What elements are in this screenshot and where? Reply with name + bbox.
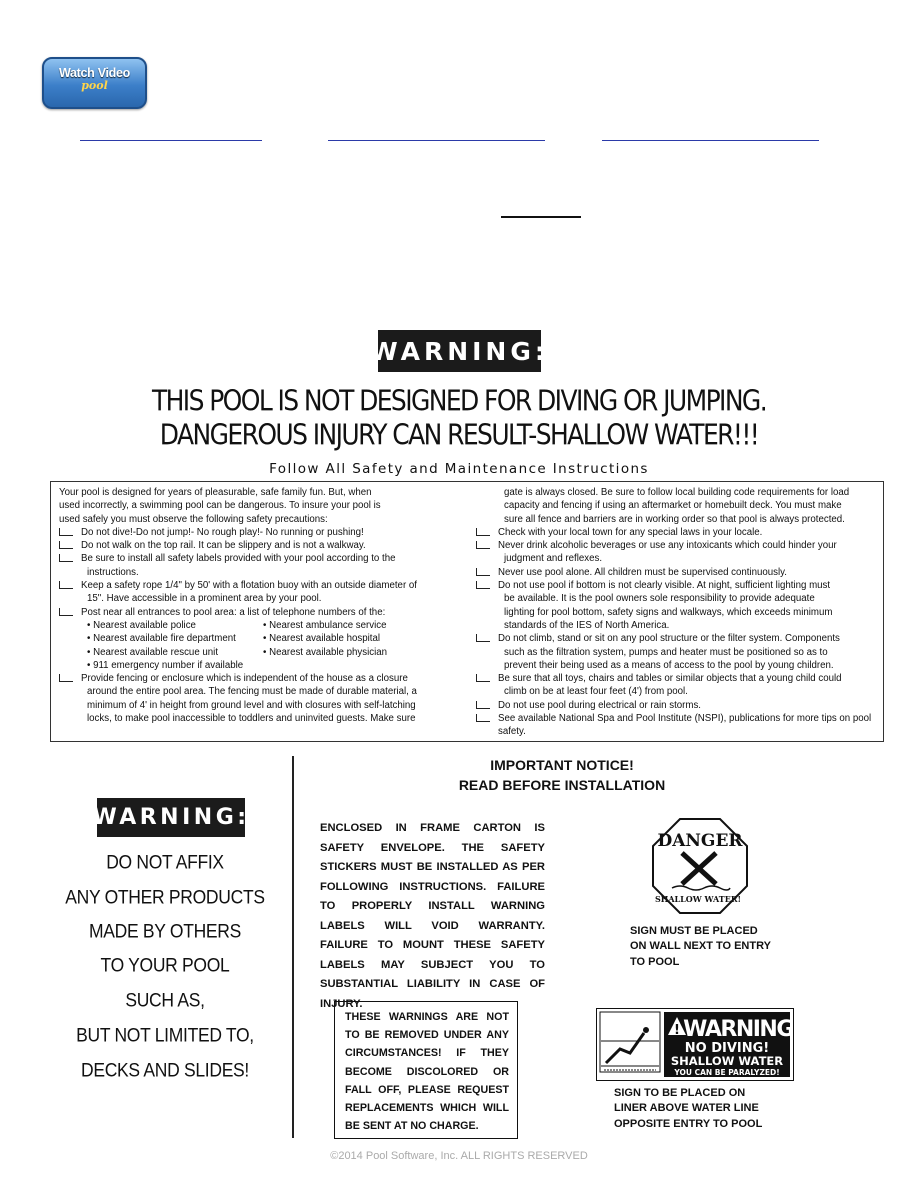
precaution-text: minimum of 4' in height from ground level and with closures with self-latching xyxy=(87,699,416,711)
phone-list-item: • Nearest available fire department xyxy=(87,633,236,645)
warnings-not-removed-box: THESE WARNINGS ARE NOT TO BE REMOVED UNDER ANY CIRCUMSTANCES! IF THEY BECOME DISCOLORED OR FALL OFF, PLEASE REQUEST REPLACEMENTS WHICH WILL BE SENT AT NO CHARGE. xyxy=(334,1001,518,1139)
precaution-text: prevent their being used as a means of access to the pool by young children. xyxy=(504,659,834,671)
checklist-item xyxy=(59,606,439,619)
important-notice-title: IMPORTANT NOTICE! xyxy=(490,757,634,773)
danger-sign-caption xyxy=(630,924,771,970)
affix-warning-line: TO YOUR POOL xyxy=(100,953,230,976)
checklist-item xyxy=(476,566,876,579)
precaution-line xyxy=(476,646,876,659)
checkbox-icon xyxy=(59,608,73,616)
affix-warning-line: BUT NOT LIMITED TO, xyxy=(76,1023,254,1046)
checkbox-icon xyxy=(476,701,490,709)
precaution-text: used incorrectly, a swimming pool can be dangerous. To insure your pool is xyxy=(59,500,381,512)
precaution-line xyxy=(476,513,876,526)
checklist-item xyxy=(59,579,439,592)
no-diving-sign-line3: YOU CAN BE PARALYZED! xyxy=(674,1068,780,1077)
checkbox-icon xyxy=(59,674,73,682)
precaution-text: around the entire pool area. The fencing must be made of durable material, a xyxy=(87,686,417,698)
checklist-item xyxy=(476,539,876,552)
precaution-line xyxy=(476,486,876,499)
checkbox-icon xyxy=(476,541,490,549)
checklist-item xyxy=(59,539,439,552)
precaution-text: locks, to make pool inaccessible to toddlers and uninvited guests. Make sure xyxy=(87,713,416,725)
checklist-item xyxy=(476,632,876,645)
phone-list-item: • Nearest available physician xyxy=(263,646,388,658)
precaution-text: Do not use pool if bottom is not clearly visible. At night, sufficient lighting must xyxy=(498,580,831,592)
precautions-right-column xyxy=(476,486,876,739)
affix-warning-line: ANY OTHER PRODUCTS xyxy=(65,885,265,908)
sign-caption-line: LINER ABOVE WATER LINE xyxy=(614,1102,759,1115)
precaution-text: judgment and reflexes. xyxy=(504,553,603,565)
precaution-line xyxy=(59,566,439,579)
precaution-line xyxy=(59,699,439,712)
checklist-item xyxy=(476,526,876,539)
precaution-line xyxy=(59,659,439,672)
phone-list-item: • Nearest available hospital xyxy=(263,633,381,645)
precaution-line xyxy=(476,619,876,632)
checkbox-icon xyxy=(59,581,73,589)
precaution-text: See available National Spa and Pool Institute (NSPI), publications for more tips on pool safety. xyxy=(498,713,872,738)
precaution-text: • 911 emergency number if available xyxy=(87,659,244,671)
no-diving-sign-icon xyxy=(596,1008,794,1081)
title-rule xyxy=(501,216,581,218)
affix-warning-line: MADE BY OTHERS xyxy=(88,919,242,942)
sign-caption-line: SIGN MUST BE PLACED xyxy=(630,925,758,937)
link-underline-2[interactable] xyxy=(328,140,545,141)
checklist-item xyxy=(476,699,876,712)
phone-list-item: • Nearest available police xyxy=(87,619,196,631)
precaution-text: Be sure to install all safety labels provided with your pool according to the xyxy=(81,553,396,565)
no-diving-sign-warning: WARNING xyxy=(683,1017,793,1042)
precaution-text: Be sure that all toys, chairs and tables or similar objects that a young child could xyxy=(498,673,842,685)
pool-logo: pool xyxy=(81,79,108,92)
sign-caption-line: OPPOSITE ENTRY TO POOL xyxy=(614,1117,763,1130)
precaution-line xyxy=(59,685,439,698)
phone-list-row xyxy=(59,632,439,645)
injury-headline: DANGEROUS INJURY CAN RESULT-SHALLOW WATER!!! xyxy=(159,417,759,452)
danger-sign-title: DANGER xyxy=(657,831,743,851)
sign-caption-line: SIGN TO BE PLACED ON xyxy=(614,1087,746,1099)
precaution-text: Post near all entrances to pool area: a list of telephone numbers of the: xyxy=(81,606,386,618)
checkbox-icon xyxy=(476,674,490,682)
checklist-item xyxy=(476,579,876,592)
checkbox-icon xyxy=(476,581,490,589)
no-diving-sign-line1: NO DIVING! xyxy=(684,1041,770,1056)
precaution-text: used safely you must observe the following safety precautions: xyxy=(59,513,328,525)
affix-warning-banner: WARNING: xyxy=(97,798,245,837)
checklist-item xyxy=(59,672,439,685)
checkbox-icon xyxy=(476,528,490,536)
precaution-text: sure all fence and barriers are in working order so that pool is always protected. xyxy=(504,513,845,525)
precaution-line xyxy=(59,499,439,512)
sign-caption-line: TO POOL xyxy=(630,955,680,968)
precaution-line xyxy=(476,499,876,512)
safety-precautions-box xyxy=(50,481,884,742)
checklist-item xyxy=(476,712,876,739)
affix-warning-line: DO NOT AFFIX xyxy=(106,850,224,873)
checklist-item xyxy=(59,552,439,565)
precaution-text: 15". Have accessible in a prominent area by your pool. xyxy=(87,593,322,605)
precaution-line xyxy=(59,592,439,605)
precaution-text: standards of the IES of North America. xyxy=(504,619,670,631)
phone-list-item: • Nearest ambulance service xyxy=(263,619,387,631)
checkbox-icon xyxy=(59,554,73,562)
svg-text:!: ! xyxy=(674,1023,680,1038)
read-before-installation: READ BEFORE INSTALLATION xyxy=(458,777,666,793)
danger-sign-icon xyxy=(652,818,748,914)
precaution-text: Provide fencing or enclosure which is independent of the house as a closure xyxy=(81,673,408,685)
checkbox-icon xyxy=(476,568,490,576)
precautions-left-column xyxy=(59,486,439,725)
checkbox-icon xyxy=(476,714,490,722)
precaution-text: instructions. xyxy=(87,566,139,578)
precaution-line xyxy=(59,513,439,526)
checkbox-icon xyxy=(476,634,490,642)
precaution-text: capacity and fencing if using an aftermarket or homebuilt deck. You must make xyxy=(504,500,842,512)
precaution-line xyxy=(476,606,876,619)
phone-list-item: • Nearest available rescue unit xyxy=(87,646,219,658)
precaution-line xyxy=(59,486,439,499)
precaution-line xyxy=(476,592,876,605)
precaution-text: Do not use pool during electrical or rain storms. xyxy=(498,699,701,711)
copyright-footer: ©2014 Pool Software, Inc. ALL RIGHTS RESERVED xyxy=(330,1150,588,1162)
checkbox-icon xyxy=(59,528,73,536)
precaution-text: Never use pool alone. All children must be supervised continuously. xyxy=(498,566,787,578)
precaution-text: Do not walk on the top rail. It can be slippery and is not a walkway. xyxy=(81,540,366,552)
enclosed-notice-text: ENCLOSED IN FRAME CARTON IS SAFETY ENVELOPE. THE SAFETY STICKERS MUST BE INSTALLED AS PER FOLLOWING INSTRUCTIONS. FAILURE TO PROPERLY INSTALL WARNING LABELS WILL VOID WARRANTY. FAILURE TO MOUNT THESE SAFETY LABELS MAY SUBJECT YOU TO SUBSTANTIAL LIABILITY IN CASE OF INJURY. xyxy=(320,822,545,1010)
precaution-text: Do not dive!-Do not jump!- No rough play!- No running or pushing! xyxy=(81,526,364,538)
precaution-text: Your pool is designed for years of pleasurable, safe family fun. But, when xyxy=(59,487,372,498)
danger-sign-bottom: SHALLOW WATER! xyxy=(655,894,741,904)
checkbox-icon xyxy=(59,541,73,549)
precaution-text: be available. It is the pool owners sole responsibility to provide adequate xyxy=(504,593,815,605)
checklist-item xyxy=(476,672,876,685)
link-underline-1[interactable] xyxy=(80,140,262,141)
phone-list-row xyxy=(59,619,439,632)
checklist-item xyxy=(59,526,439,539)
warning-banner: WARNING: xyxy=(378,330,541,372)
precaution-text: gate is always closed. Be sure to follow local building code requirements for load xyxy=(504,487,850,498)
affix-warning-line: DECKS AND SLIDES! xyxy=(80,1058,249,1081)
watch-video-button[interactable] xyxy=(42,57,147,109)
precaution-text: Keep a safety rope 1/4" by 50' with a flotation buoy with an outside diameter of xyxy=(81,580,417,592)
watch-video-label: Watch Video xyxy=(58,66,131,80)
section-divider xyxy=(292,756,294,1138)
phone-list-row xyxy=(59,646,439,659)
precaution-line xyxy=(476,659,876,672)
precaution-text: lighting for pool bottom, safety signs and walkways, which exceeds minimum xyxy=(504,606,833,618)
follow-instructions: Follow All Safety and Maintenance Instructions xyxy=(269,461,649,477)
precaution-text: Never drink alcoholic beverages or use any intoxicants which could hinder your xyxy=(498,540,837,552)
precaution-text: climb on be at least four feet (4') from pool. xyxy=(504,686,688,698)
precaution-line xyxy=(476,685,876,698)
precaution-text: Check with your local town for any special laws in your locale. xyxy=(498,526,763,538)
precaution-text: such as the filtration system, pumps and heater must be positioned so as to xyxy=(504,646,828,658)
no-diving-sign-caption xyxy=(614,1086,762,1132)
sign-caption-line: ON WALL NEXT TO ENTRY xyxy=(630,940,771,953)
precaution-text: Do not climb, stand or sit on any pool structure or the filter system. Components xyxy=(498,633,840,645)
no-diving-headline: THIS POOL IS NOT DESIGNED FOR DIVING OR JUMPING. xyxy=(151,383,767,418)
link-underline-3[interactable] xyxy=(602,140,819,141)
precaution-line xyxy=(476,552,876,565)
affix-warning-line: SUCH AS, xyxy=(125,988,205,1011)
no-diving-sign-line2: SHALLOW WATER xyxy=(670,1054,784,1068)
precaution-line xyxy=(59,712,439,725)
